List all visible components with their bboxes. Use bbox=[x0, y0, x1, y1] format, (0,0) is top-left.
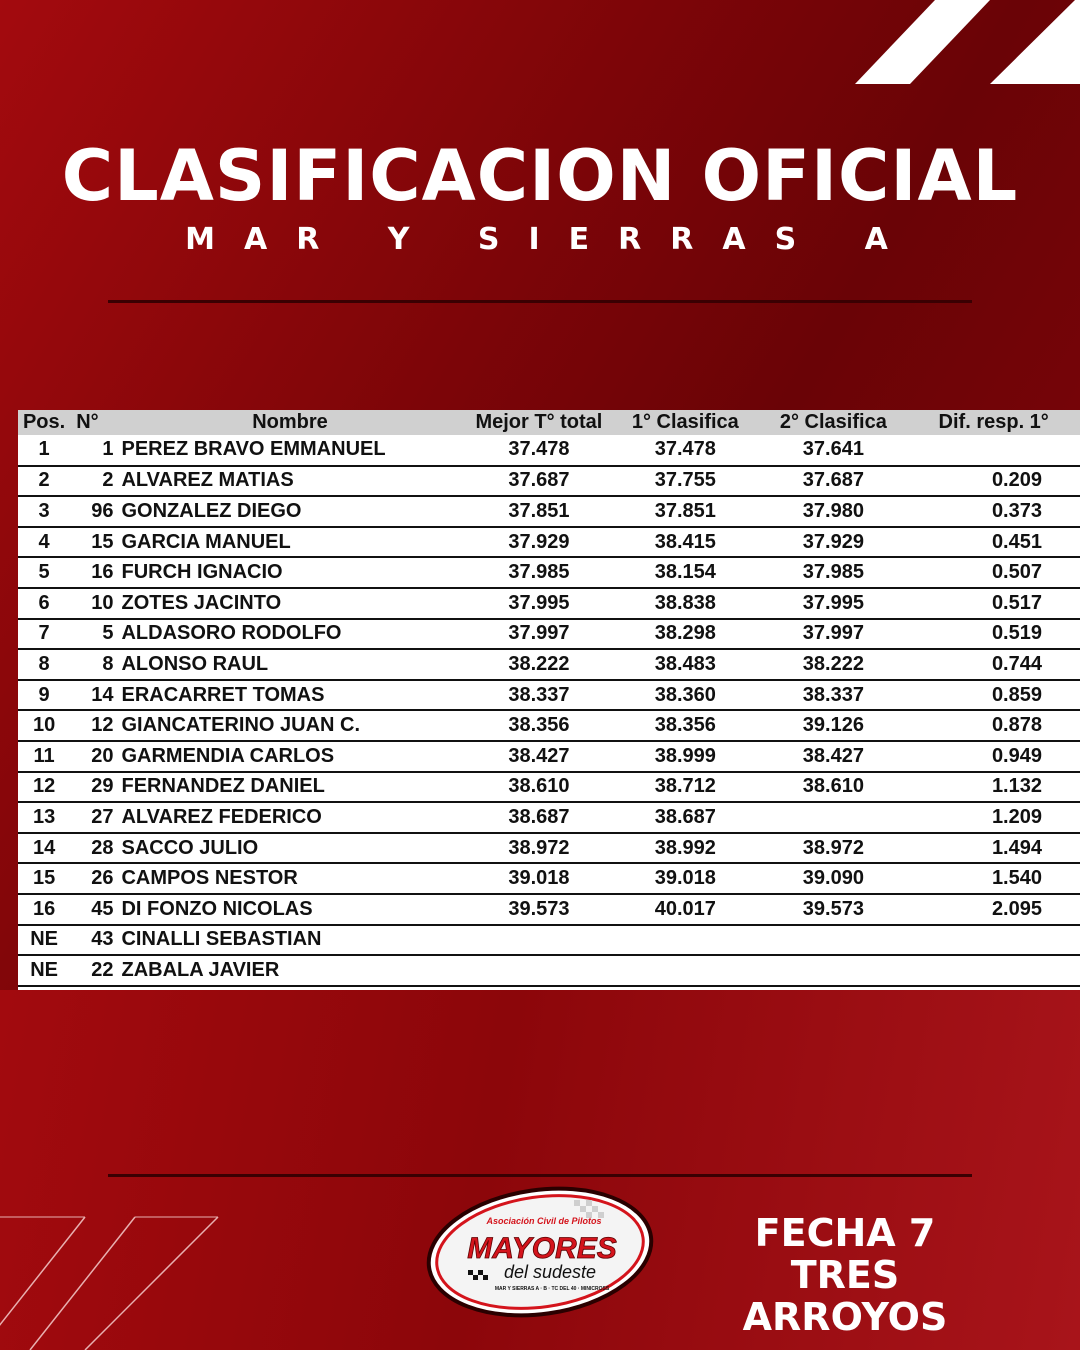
cell-best-time: 38.610 bbox=[508, 775, 570, 798]
cell-num: 45 bbox=[91, 897, 114, 920]
cell-q2: 39.090 bbox=[802, 867, 864, 890]
cell-q2: 38.222 bbox=[802, 652, 864, 675]
table-row bbox=[18, 435, 1080, 466]
cell-q2 bbox=[759, 802, 907, 833]
page-subtitle: MAR Y SIERRAS A bbox=[185, 222, 917, 257]
cell-num: 43 bbox=[91, 928, 114, 951]
divider-top bbox=[108, 300, 972, 303]
col-header-q1: 1° Clasifica bbox=[631, 411, 739, 433]
table-row bbox=[18, 527, 1080, 558]
cell-pos: 14 bbox=[32, 836, 56, 859]
cell-name: FERNANDEZ DANIEL bbox=[121, 775, 325, 798]
cell-name: DI FONZO NICOLAS bbox=[121, 897, 313, 920]
cell-q1: 38.712 bbox=[654, 775, 716, 798]
col-header-name: Nombre bbox=[252, 411, 328, 433]
cell-q1: 38.154 bbox=[654, 561, 716, 584]
cell-pos: 6 bbox=[38, 591, 50, 614]
cell-dif: 0.859 bbox=[991, 683, 1042, 706]
cell-dif: 0.209 bbox=[991, 469, 1042, 492]
cell-name: SACCO JULIO bbox=[121, 836, 259, 859]
cell-pos: 12 bbox=[32, 775, 56, 798]
results-table-container bbox=[18, 410, 1080, 990]
cell-dif: 1.540 bbox=[991, 867, 1042, 890]
cell-dif bbox=[907, 955, 1080, 986]
cell-best-time: 39.018 bbox=[508, 867, 570, 890]
cell-pos: 7 bbox=[38, 622, 50, 645]
cell-pos: NE bbox=[30, 958, 58, 981]
cell-q1: 40.017 bbox=[654, 897, 716, 920]
cell-dif: 0.744 bbox=[991, 652, 1042, 675]
cell-q1: 39.018 bbox=[654, 867, 716, 890]
cell-dif: 1.132 bbox=[991, 775, 1042, 798]
table-row bbox=[18, 466, 1080, 497]
table-row bbox=[18, 496, 1080, 527]
col-header-num: N° bbox=[76, 411, 99, 433]
cell-num: 2 bbox=[102, 469, 114, 492]
cell-dif: 0.949 bbox=[991, 744, 1042, 767]
cell-pos: 3 bbox=[38, 499, 50, 522]
table-header-row bbox=[18, 410, 1080, 435]
table-row bbox=[18, 955, 1080, 986]
cell-best-time: 37.851 bbox=[508, 499, 570, 522]
table-row bbox=[18, 925, 1080, 956]
cell-q1 bbox=[611, 955, 759, 986]
cell-q2: 38.610 bbox=[802, 775, 864, 798]
cell-q1: 38.992 bbox=[654, 836, 716, 859]
logo-main-text: MAYORES bbox=[467, 1232, 617, 1265]
cell-pos: 13 bbox=[32, 805, 56, 828]
table-row bbox=[18, 894, 1080, 925]
cell-pos: 15 bbox=[32, 867, 56, 890]
cell-q2: 37.985 bbox=[802, 561, 864, 584]
cell-dif: 0.373 bbox=[991, 499, 1042, 522]
table-row bbox=[18, 680, 1080, 711]
cell-q2: 37.997 bbox=[802, 622, 864, 645]
cell-num: 22 bbox=[91, 958, 114, 981]
cell-pos: 11 bbox=[33, 744, 55, 767]
cell-pos: 9 bbox=[38, 683, 50, 706]
cell-dif: 2.095 bbox=[991, 897, 1042, 920]
cell-best-time: 37.997 bbox=[508, 622, 570, 645]
logo-top-text: Asociación Civil de Pilotos bbox=[486, 1216, 602, 1226]
cell-num: 1 bbox=[102, 438, 114, 461]
event-date: FECHA 7 bbox=[754, 1211, 936, 1255]
cell-num: 10 bbox=[91, 591, 114, 614]
cell-name: ERACARRET TOMAS bbox=[121, 683, 325, 706]
cell-name: CINALLI SEBASTIAN bbox=[121, 928, 322, 951]
cell-best-time: 37.478 bbox=[508, 438, 570, 461]
cell-name: ZABALA JAVIER bbox=[121, 958, 280, 981]
cell-best-time bbox=[467, 925, 612, 956]
cell-name: ALVAREZ FEDERICO bbox=[121, 805, 322, 828]
table-row bbox=[18, 833, 1080, 864]
cell-name: GARMENDIA CARLOS bbox=[121, 744, 335, 767]
cell-q1 bbox=[611, 925, 759, 956]
col-header-pos: Pos. bbox=[22, 411, 66, 433]
cell-pos: 8 bbox=[38, 652, 50, 675]
cell-q2 bbox=[759, 955, 907, 986]
table-row bbox=[18, 649, 1080, 680]
cell-num: 16 bbox=[91, 561, 114, 584]
cell-q1: 38.838 bbox=[654, 591, 716, 614]
cell-best-time: 37.929 bbox=[508, 530, 570, 553]
cell-q1: 38.298 bbox=[654, 622, 716, 645]
table-row bbox=[18, 710, 1080, 741]
cell-name: GARCIA MANUEL bbox=[121, 530, 291, 553]
cell-name: GONZALEZ DIEGO bbox=[121, 499, 302, 522]
col-header-dif: Dif. resp. 1° bbox=[938, 411, 1049, 433]
cell-best-time bbox=[467, 955, 612, 986]
mayores-del-sudeste-logo bbox=[424, 1186, 656, 1318]
cell-name: ZOTES JACINTO bbox=[121, 591, 282, 614]
cell-dif: 0.519 bbox=[991, 622, 1042, 645]
cell-q1: 38.360 bbox=[654, 683, 716, 706]
cell-name: ALDASORO RODOLFO bbox=[121, 622, 342, 645]
cell-q1: 38.483 bbox=[654, 652, 716, 675]
divider-bottom bbox=[108, 1174, 972, 1177]
cell-q1: 38.687 bbox=[654, 805, 716, 828]
cell-q2: 39.573 bbox=[802, 897, 864, 920]
cell-q1: 38.999 bbox=[654, 744, 716, 767]
cell-num: 26 bbox=[91, 867, 114, 890]
logo-bottom-text: MAR Y SIERRAS A · B · TC DEL 40 · MINICROSS bbox=[494, 1286, 610, 1292]
cell-best-time: 38.972 bbox=[508, 836, 570, 859]
cell-name: PEREZ BRAVO EMMANUEL bbox=[121, 438, 386, 461]
table-row bbox=[18, 772, 1080, 803]
table-row bbox=[18, 619, 1080, 650]
cell-best-time: 38.687 bbox=[508, 805, 570, 828]
cell-best-time: 37.985 bbox=[508, 561, 570, 584]
cell-num: 15 bbox=[91, 530, 114, 553]
logo-sub-text: del sudeste bbox=[503, 1262, 597, 1282]
cell-name: FURCH IGNACIO bbox=[121, 561, 283, 584]
cell-num: 20 bbox=[91, 744, 114, 767]
cell-q1: 38.356 bbox=[654, 714, 716, 737]
cell-num: 12 bbox=[91, 714, 114, 737]
cell-pos: 10 bbox=[32, 714, 56, 737]
decor-lines-bottom-left bbox=[0, 1215, 240, 1350]
decor-stripes-top-right bbox=[850, 0, 1080, 86]
cell-best-time: 39.573 bbox=[508, 897, 570, 920]
cell-q2: 37.995 bbox=[802, 591, 864, 614]
cell-num: 8 bbox=[102, 652, 114, 675]
cell-q1: 37.755 bbox=[654, 469, 716, 492]
cell-num: 96 bbox=[91, 499, 114, 522]
table-row bbox=[18, 588, 1080, 619]
cell-name: GIANCATERINO JUAN C. bbox=[121, 714, 361, 737]
cell-dif: 0.517 bbox=[991, 591, 1042, 614]
cell-q2: 37.687 bbox=[802, 469, 864, 492]
cell-dif bbox=[907, 435, 1080, 466]
cell-q2: 39.126 bbox=[802, 714, 864, 737]
cell-pos: 2 bbox=[38, 469, 50, 492]
table-row bbox=[18, 863, 1080, 894]
cell-q2: 38.972 bbox=[802, 836, 864, 859]
cell-num: 28 bbox=[91, 836, 114, 859]
cell-pos: 5 bbox=[38, 561, 50, 584]
cell-best-time: 38.337 bbox=[508, 683, 570, 706]
results-table bbox=[18, 410, 1080, 987]
cell-pos: NE bbox=[30, 928, 58, 951]
cell-num: 5 bbox=[102, 622, 114, 645]
cell-name: ALVAREZ MATIAS bbox=[121, 469, 294, 492]
cell-q1: 37.851 bbox=[654, 499, 716, 522]
cell-q2: 37.929 bbox=[802, 530, 864, 553]
cell-dif: 1.209 bbox=[991, 805, 1042, 828]
cell-num: 14 bbox=[91, 683, 114, 706]
cell-best-time: 38.356 bbox=[508, 714, 570, 737]
col-header-q2: 2° Clasifica bbox=[779, 411, 887, 433]
cell-dif: 0.507 bbox=[991, 561, 1042, 584]
cell-dif: 0.451 bbox=[991, 530, 1042, 553]
event-info bbox=[690, 1212, 1000, 1338]
cell-pos: 16 bbox=[32, 897, 56, 920]
cell-dif bbox=[907, 925, 1080, 956]
cell-q2: 38.427 bbox=[802, 744, 864, 767]
cell-name: ALONSO RAUL bbox=[121, 652, 269, 675]
cell-q1: 38.415 bbox=[654, 530, 716, 553]
table-row bbox=[18, 741, 1080, 772]
cell-q2 bbox=[759, 925, 907, 956]
cell-pos: 4 bbox=[38, 530, 50, 553]
cell-best-time: 37.995 bbox=[508, 591, 570, 614]
cell-pos: 1 bbox=[38, 438, 50, 461]
cell-q2: 38.337 bbox=[802, 683, 864, 706]
table-row bbox=[18, 557, 1080, 588]
cell-dif: 0.878 bbox=[991, 714, 1042, 737]
cell-num: 29 bbox=[91, 775, 114, 798]
table-row bbox=[18, 802, 1080, 833]
cell-best-time: 37.687 bbox=[508, 469, 570, 492]
cell-best-time: 38.222 bbox=[508, 652, 570, 675]
cell-q2: 37.641 bbox=[802, 438, 864, 461]
cell-name: CAMPOS NESTOR bbox=[121, 867, 298, 890]
cell-q2: 37.980 bbox=[802, 499, 864, 522]
col-header-best: Mejor T° total bbox=[475, 411, 603, 433]
cell-dif: 1.494 bbox=[991, 836, 1042, 859]
page-title: CLASIFICACION OFICIAL bbox=[61, 135, 1019, 217]
cell-best-time: 38.427 bbox=[508, 744, 570, 767]
event-location: TRES ARROYOS bbox=[742, 1253, 948, 1339]
cell-num: 27 bbox=[91, 805, 114, 828]
cell-q1: 37.478 bbox=[654, 438, 716, 461]
